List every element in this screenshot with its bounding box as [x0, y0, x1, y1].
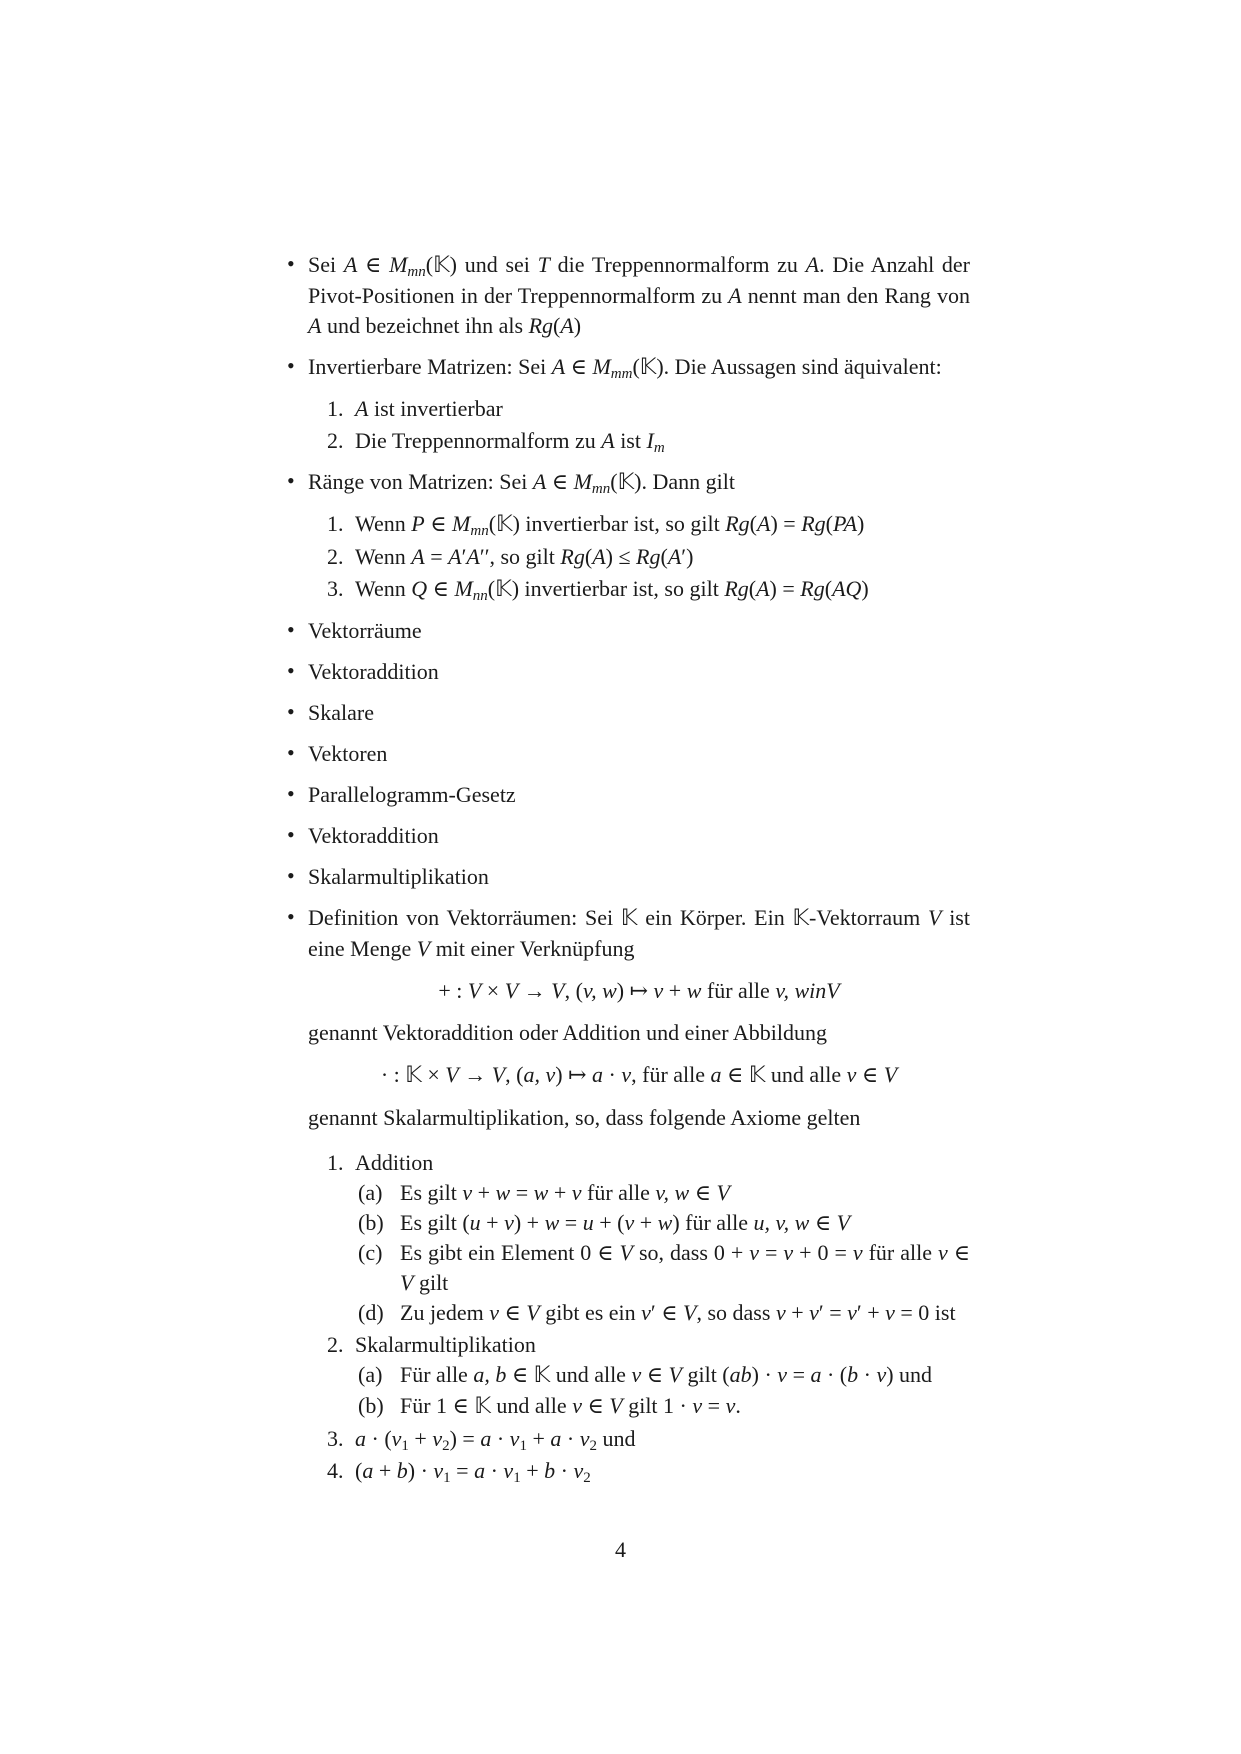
sublist-label: (a) [358, 1180, 383, 1205]
enum-label: 2. [327, 428, 344, 453]
bullet-marker-icon: • [287, 617, 295, 642]
blackboard-K: 𝕂 [474, 1394, 491, 1419]
numbered-list [327, 394, 970, 456]
bullet-item [287, 903, 970, 964]
bullet-item [287, 862, 970, 892]
bullet-marker-icon: • [287, 699, 295, 724]
bullet-item [287, 657, 970, 687]
lettered-sublist-item [355, 1238, 970, 1298]
lettered-sublist-item [355, 1360, 970, 1391]
numbered-list-item [327, 542, 970, 572]
sublist-label: (c) [358, 1240, 383, 1265]
enum-text-content: $(a + b) \cdot v_1 = a \cdot v_1 + b \cdot v_2$ [355, 1458, 591, 1486]
enum-label: 1. [327, 396, 344, 421]
enum-text [355, 1148, 970, 1328]
lettered-sublist-item [355, 1298, 970, 1328]
enum-text [355, 1424, 970, 1454]
numbered-list-item [327, 1148, 970, 1328]
enum-label: 4. [327, 1458, 344, 1483]
enum-text-content: Addition [355, 1150, 434, 1175]
enum-text-content: A ist invertierbar [355, 396, 503, 421]
content-area [287, 250, 971, 1497]
bullet-text: Vektorräume [308, 618, 422, 643]
blackboard-K: 𝕂 [792, 906, 810, 931]
enum-text-content: Skalarmultiplikation [355, 1332, 536, 1357]
sublist-text: Für 1 ∈ 𝕂 und alle v ∈ V gilt 1 · v = v. [400, 1393, 741, 1419]
bullet-item [287, 698, 970, 728]
numbered-list-item [327, 426, 970, 456]
bullet-text: Vektoren [308, 741, 388, 766]
sublist-label: (d) [358, 1300, 384, 1325]
blackboard-K: 𝕂 [495, 577, 512, 602]
enum-text [355, 509, 970, 540]
bullet-marker-icon: • [287, 822, 295, 847]
paragraph: genannt Vektoraddition oder Addition und einer Abbildung [308, 1020, 827, 1045]
bullet-item [287, 616, 970, 646]
bullet-marker-icon: • [287, 904, 295, 929]
numbered-list [327, 509, 970, 605]
bullet-text: Vektoraddition [308, 659, 439, 684]
numbered-list [327, 1148, 970, 1486]
sublist-text: Es gilt v + w = w + v für alle v, w ∈ V [400, 1180, 730, 1205]
bullet-item [287, 250, 971, 341]
bullet-item [287, 467, 970, 498]
enum-text [355, 394, 970, 424]
bullet-text: Vektoraddition [308, 823, 439, 848]
enum-text [355, 542, 970, 572]
bullet-marker-icon: • [287, 251, 295, 276]
display-formula: + : V × V → V, (v, w) ↦ v + w für alle v, winV [438, 978, 840, 1003]
enum-text [355, 574, 970, 605]
enum-text-content: Wenn A = A′A′′, so gilt Rg(A) ≤ Rg(A′) [355, 544, 694, 569]
blackboard-K: 𝕂 [639, 355, 657, 380]
bullet-text: Invertierbare Matrizen: Sei A ∈ $M_{mm}(𝕂)$. Die Aussagen sind äquivalent: [308, 354, 942, 382]
bullet-marker-icon: • [287, 740, 295, 765]
bullet-item [287, 780, 970, 810]
enum-label: 3. [327, 576, 344, 601]
bullet-marker-icon: • [287, 353, 295, 378]
bullet-item [287, 739, 970, 769]
bullet-marker-icon: • [287, 863, 295, 888]
lettered-sublist [355, 1178, 970, 1328]
enum-text-content: $a \cdot (v_1 + v_2) = a \cdot v_1 + a \cdot v_2$ und [355, 1426, 636, 1454]
bullet-text: Skalarmultiplikation [308, 864, 489, 889]
lettered-sublist [355, 1360, 970, 1422]
blackboard-K: 𝕂 [433, 253, 450, 278]
bullet-marker-icon: • [287, 468, 295, 493]
blackboard-K: 𝕂 [496, 512, 513, 537]
enum-text [355, 1330, 970, 1422]
enum-label: 1. [327, 511, 344, 536]
numbered-list-item [327, 1424, 970, 1454]
lettered-sublist-item [355, 1178, 970, 1208]
bullet-text: Ränge von Matrizen: Sei A ∈ $M_{mn}(𝕂)$. Dann gilt [308, 469, 735, 497]
sublist-text: Es gilt (u + v) + w = u + (v + w) für alle u, v, w ∈ V [400, 1210, 851, 1235]
blackboard-K: 𝕂 [620, 906, 638, 931]
sublist-label: (a) [358, 1362, 383, 1387]
bullet-marker-icon: • [287, 781, 295, 806]
lettered-sublist-item [355, 1391, 970, 1422]
paragraph: genannt Skalarmultiplikation, so, dass folgende Axiome gelten [308, 1105, 861, 1130]
bullet-item [287, 821, 970, 851]
sublist-text: Für alle a, b ∈ 𝕂 und alle v ∈ V gilt (ab) · v = a · (b · v) und [400, 1362, 933, 1388]
blackboard-K: 𝕂 [617, 470, 635, 495]
numbered-list-item [327, 574, 970, 605]
numbered-list-item [327, 394, 970, 424]
bullet-text: Definition von Vektorräumen: Sei 𝕂 ein Körper. Ein 𝕂-Vektorraum V ist eine Menge V mit einer Verknüpfung [308, 905, 970, 961]
enum-text [355, 426, 970, 456]
blackboard-K: 𝕂 [748, 1063, 766, 1088]
numbered-list-item [327, 1330, 970, 1422]
sublist-text: Zu jedem v ∈ V gibt es ein v′ ∈ V, so dass v + v′ = v′ + v = 0 ist [400, 1300, 956, 1325]
numbered-list-item [327, 509, 970, 540]
lettered-sublist-item [355, 1208, 970, 1238]
enum-label: 3. [327, 1426, 344, 1451]
enum-label: 1. [327, 1150, 344, 1175]
bullet-marker-icon: • [287, 658, 295, 683]
display-formula: · : 𝕂 × V → V, (a, v) ↦ a · v, für alle a ∈ 𝕂 und alle v ∈ V [380, 1062, 898, 1088]
sublist-text: Es gibt ein Element 0 ∈ V so, dass 0 + v = v + 0 = v für alle v ∈ V gilt [400, 1240, 970, 1295]
enum-text-content: Wenn P ∈ $M_{mn}(𝕂)$ invertierbar ist, so gilt Rg(A) = Rg(PA) [355, 511, 865, 539]
page-number: 4 [615, 1537, 626, 1562]
sublist-label: (b) [358, 1210, 384, 1235]
bullet-text: Parallelogramm-Gesetz [308, 782, 516, 807]
bullet-text: Sei A ∈ $M_{mn}(𝕂)$ und sei T die Treppennormalform zu A. Die Anzahl der Pivot-Positionen in der Treppennormalform zu A nennt man den Rang von A und bezeichnet ihn als Rg(A) [308, 252, 971, 338]
blackboard-K: 𝕂 [533, 1363, 551, 1388]
enum-text-content: Die Treppennormalform zu A ist $I_m$ [355, 428, 665, 456]
sublist-label: (b) [358, 1393, 384, 1418]
bullet-text: Skalare [308, 700, 374, 725]
enum-text [355, 1456, 970, 1486]
blackboard-K: 𝕂 [405, 1063, 422, 1088]
enum-label: 2. [327, 544, 344, 569]
bullet-item [287, 352, 970, 383]
enum-text-content: Wenn Q ∈ $M_{nn}(𝕂)$ invertierbar ist, so gilt Rg(A) = Rg(AQ) [355, 576, 869, 604]
numbered-list-item [327, 1456, 970, 1486]
enum-label: 2. [327, 1332, 344, 1357]
